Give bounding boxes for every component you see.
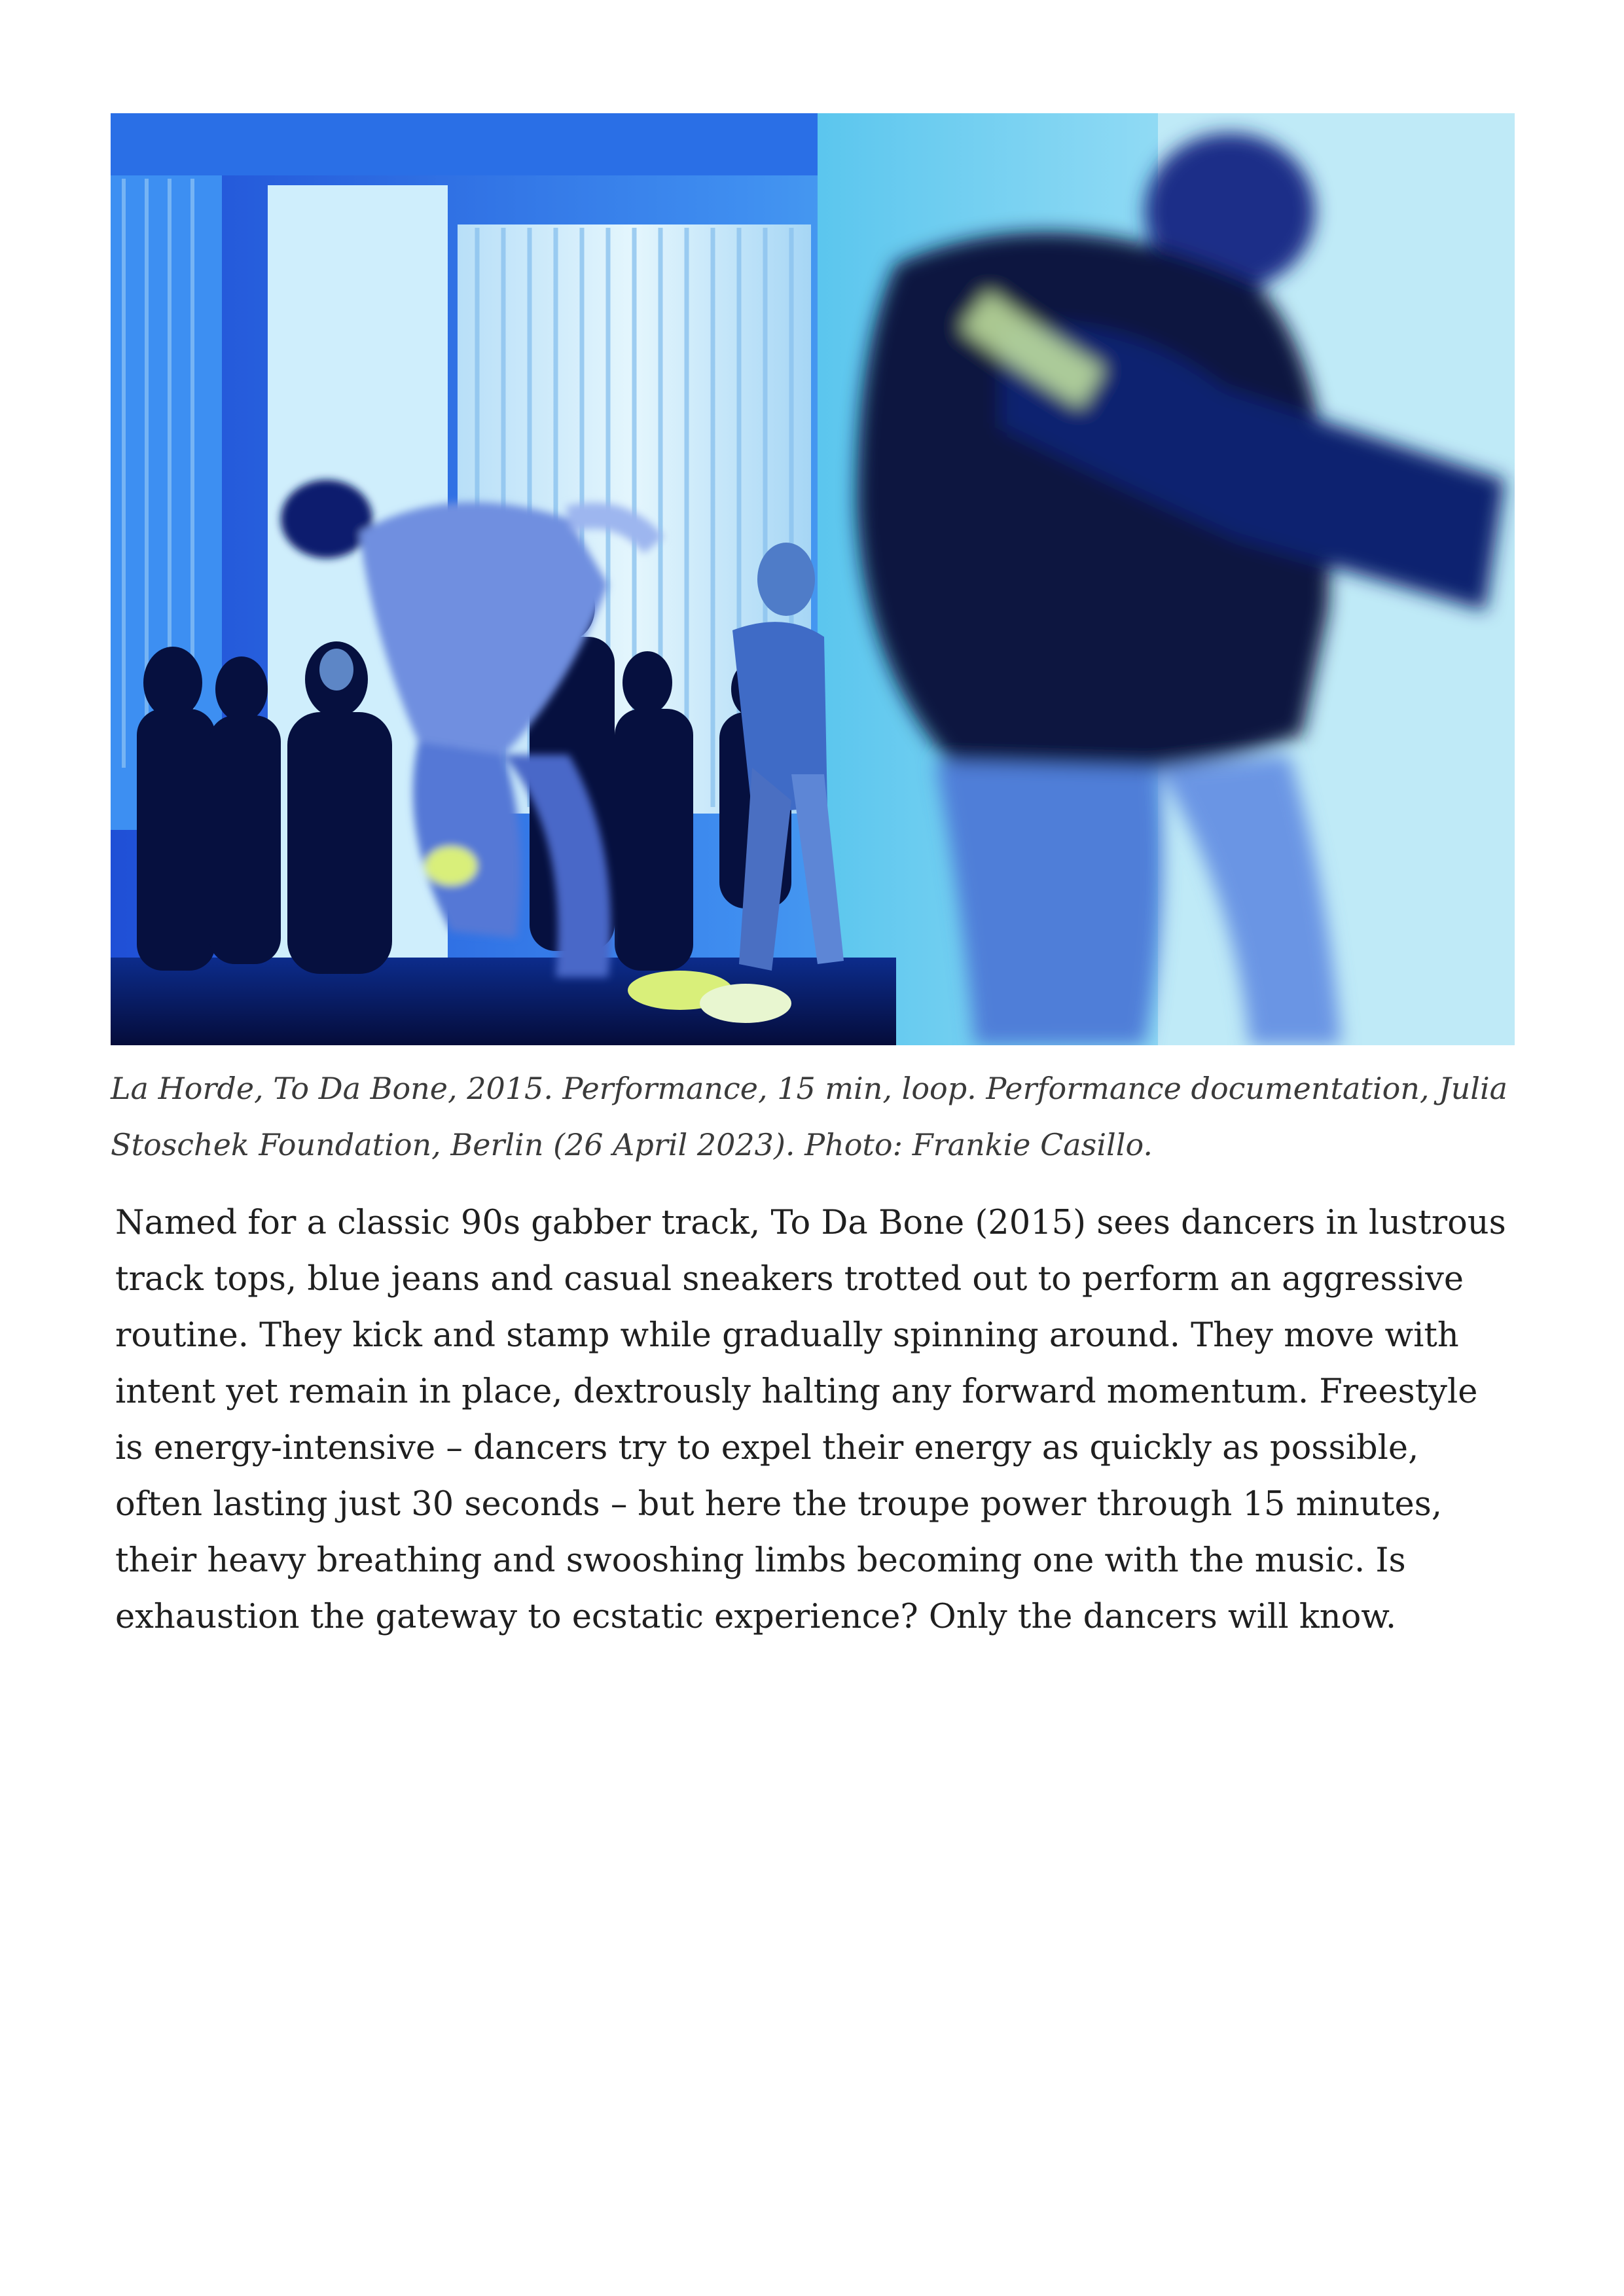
body-paragraph: Named for a classic 90s gabber track, To Da Bone (2015) sees dancers in lustrous track tops, blue jeans and casual sneakers trotted out to perform an aggressive routine. They kick and stamp while gradually spinning around. They move with intent yet remain in place, dextrously halting any forward momentum. Freestyle is energy-intensive – dancers try to expel their energy as quickly as possible, often lasting just 30 seconds – but here the troupe power through 15 minutes, their heavy breathing and swooshing limbs becoming one with the music. Is exhaustion the gateway to ecstatic experience? Only the dancers will know.: [115, 1204, 1506, 1636]
performance-photo: [111, 113, 1515, 1045]
photo-caption: La Horde, To Da Bone, 2015. Performance, 15 min, loop. Performance documentation, Julia Stoschek Foundation, Berlin (26 April 2023). Photo: Frankie Casillo.: [111, 1071, 1508, 1162]
performance-photo-illustration: [111, 113, 1515, 1045]
